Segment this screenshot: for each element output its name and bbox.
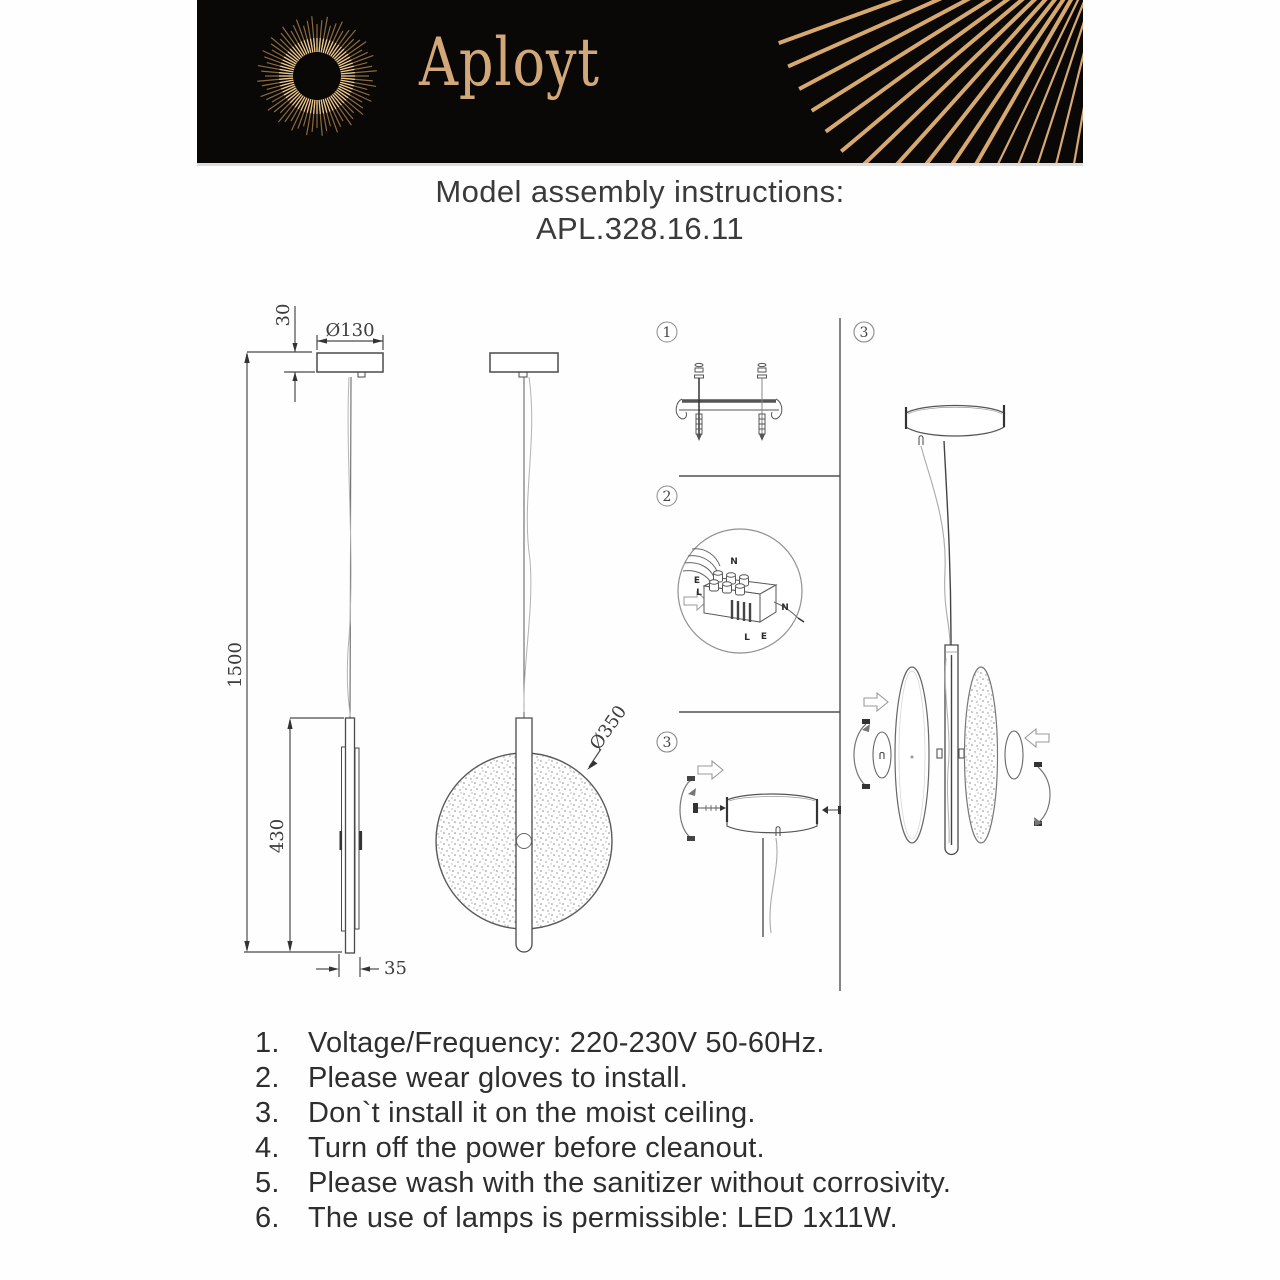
step2-panel [657, 486, 804, 653]
list-item [255, 1096, 1095, 1131]
side-screw-right [822, 806, 841, 814]
dim-label-1500: 1500 [225, 642, 246, 688]
canopy-perspective [727, 794, 817, 833]
dim-label-30: 30 [273, 303, 294, 327]
direction-arrow-icon [698, 761, 723, 779]
step1-number: 1 [662, 325, 672, 341]
list-item [255, 1201, 1095, 1236]
dim-canopy-diameter [317, 320, 383, 350]
side-screw-left [693, 803, 726, 813]
step3-badge [657, 732, 677, 752]
item-number: 3. [255, 1097, 280, 1129]
front-view-drawing [436, 353, 631, 952]
list-item [255, 1061, 1095, 1096]
rotate-bracket-right [1034, 762, 1050, 826]
direction-arrow-icon [864, 693, 888, 711]
dim-label-35: 35 [384, 958, 407, 979]
step3-assembled-number: 3 [859, 325, 869, 341]
step2-number: 2 [662, 489, 672, 505]
wire-label-l-bottom: L [744, 633, 750, 643]
item-number: 6. [255, 1202, 280, 1234]
item-text: Turn off the power before cleanout. [308, 1132, 765, 1164]
model-number: APL.328.16.11 [535, 211, 745, 246]
dim-canopy-offset [273, 304, 315, 402]
wire-label-e-bottom: E [760, 632, 768, 642]
brand-logo-text: Aployt [419, 24, 600, 101]
dim-total-height [225, 352, 342, 952]
item-number: 1. [255, 1027, 280, 1059]
dim-label-130: Ø130 [325, 320, 375, 341]
wire-label-l-left: L [696, 588, 702, 598]
step3-panel [657, 732, 841, 937]
direction-arrow-icon [1025, 729, 1049, 747]
item-text: The use of lamps is permissible: LED 1x11W. [308, 1202, 898, 1234]
side-view-drawing [225, 304, 407, 979]
item-text: Don`t install it on the moist ceiling. [308, 1097, 756, 1129]
item-number: 2. [255, 1062, 280, 1094]
assembled-view-panel [854, 322, 1050, 855]
disc-plain [895, 667, 929, 843]
rotate-bracket-left [854, 719, 870, 789]
item-text: Voltage/Frequency: 220-230V 50-60Hz. [308, 1027, 825, 1059]
item-number: 5. [255, 1167, 280, 1199]
step2-badge [657, 486, 677, 506]
instruction-list [255, 1026, 1095, 1236]
list-item [255, 1131, 1095, 1166]
disc-textured [965, 667, 998, 843]
step3-number: 3 [662, 735, 672, 751]
step1-panel [657, 322, 782, 441]
step3-assembled-badge [854, 322, 874, 342]
canopy-front-view [490, 353, 558, 372]
fitting-ring-left [873, 732, 891, 778]
list-item [255, 1026, 1095, 1061]
canopy-side-view [317, 353, 383, 372]
wire-label-n-right: N [781, 603, 789, 613]
step1-badge [657, 322, 677, 342]
lamp-body-side-view [340, 718, 363, 953]
wire-label-n-top: N [730, 557, 738, 567]
fitting-ring-right [1005, 731, 1023, 779]
item-text: Please wash with the sanitizer without corrosivity. [308, 1167, 952, 1199]
item-text: Please wear gloves to install. [308, 1062, 688, 1094]
dim-body-height [267, 718, 344, 952]
dim-disc-diameter [586, 702, 631, 770]
page-title: Model assembly instructions: [435, 174, 845, 209]
dim-label-430: 430 [267, 818, 288, 854]
list-item [255, 1166, 1095, 1201]
wire-label-e-left: E [693, 576, 701, 586]
dim-body-thickness [316, 954, 407, 979]
dim-label-350: Ø350 [585, 701, 632, 754]
item-number: 4. [255, 1132, 280, 1164]
